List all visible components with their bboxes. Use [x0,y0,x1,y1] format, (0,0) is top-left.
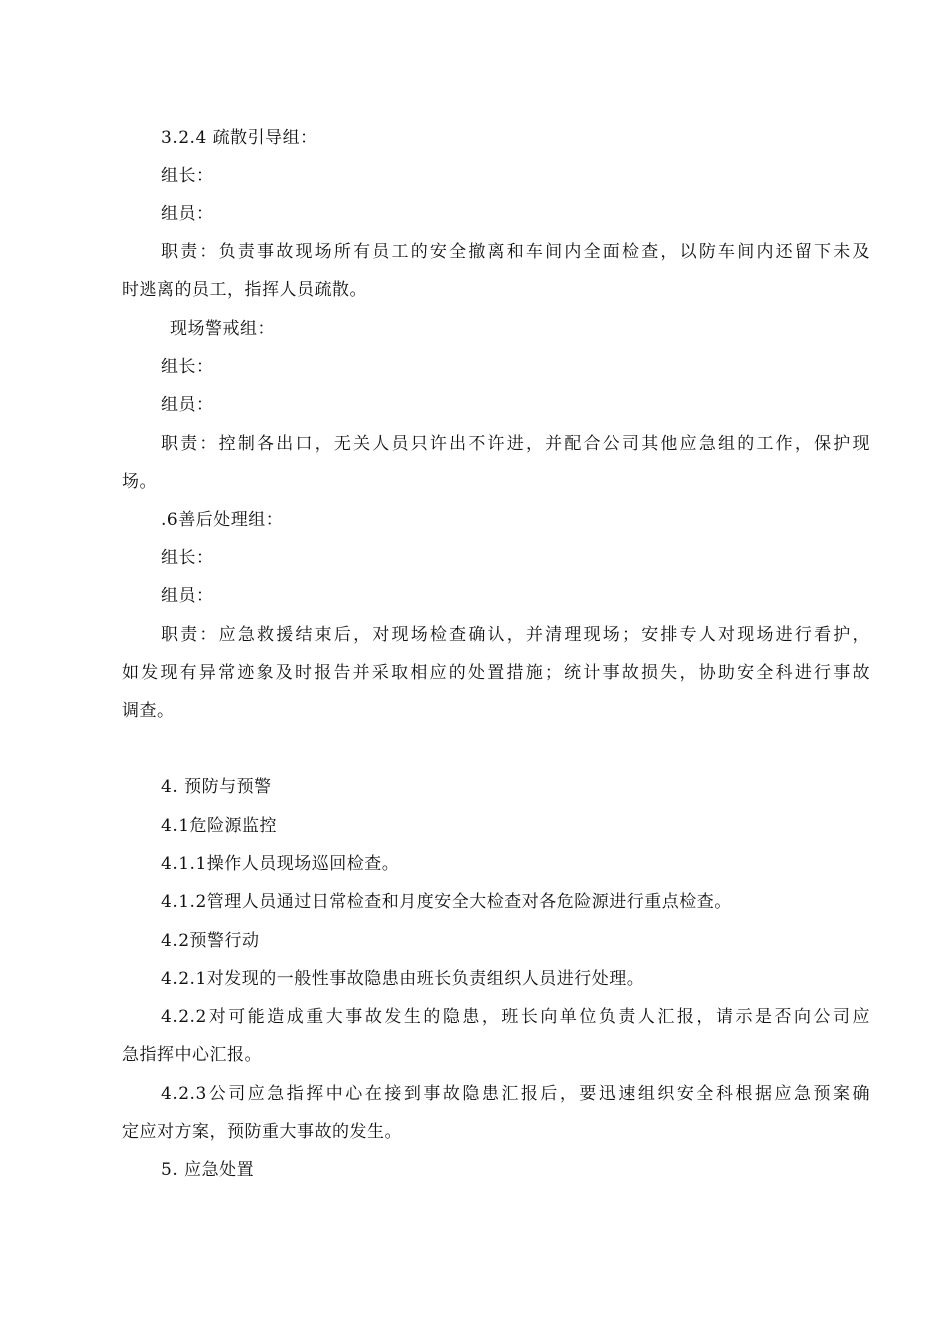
duty-paragraph-line: 职责：负责事故现场所有员工的安全撤离和车间内全面检查，以防车间内还留下未及 [161,242,870,262]
list-item-continuation: 定应对方案，预防重大事故的发生。 [122,1122,402,1142]
list-item: 4.2.2对可能造成重大事故发生的隐患，班长向单位负责人汇报，请示是否向公司应 [161,1007,870,1027]
list-item: 4.2.1对发现的一般性事故隐患由班长负责组织人员进行处理。 [161,969,645,989]
duty-paragraph-line: 职责：应急救援结束后，对现场检查确认，并清理现场；安排专人对现场进行看护， [161,625,870,645]
list-item: 4.1.2管理人员通过日常检查和月度安全大检查对各危险源进行重点检查。 [161,892,732,912]
members-label: 组员： [161,204,214,224]
leader-label: 组长： [161,357,214,377]
section-heading-evacuation: 3.2.4 疏散引导组： [161,128,318,148]
section-heading-emergency-response: 5. 应急处置 [161,1160,255,1180]
subsection-heading: 4.2预警行动 [161,931,260,951]
list-item: 4.1.1操作人员现场巡回检查。 [161,854,400,874]
duty-paragraph-line: 场。 [122,472,157,492]
members-label: 组员： [161,395,214,415]
duty-paragraph-line: 职责：控制各出口，无关人员只许出不许进，并配合公司其他应急组的工作，保护现 [161,434,870,454]
list-item-continuation: 急指挥中心汇报。 [122,1045,262,1065]
list-item: 4.2.3公司应急指挥中心在接到事故隐患汇报后，要迅速组织安全科根据应急预案确 [161,1084,870,1104]
section-heading-prevention: 4. 预防与预警 [161,777,272,797]
members-label: 组员： [161,586,214,606]
subsection-heading: 4.1危险源监控 [161,816,278,836]
section-heading-aftermath: .6善后处理组： [161,510,284,530]
leader-label: 组长： [161,166,214,186]
duty-paragraph-line: 调查。 [122,701,175,721]
duty-paragraph-line: 如发现有异常迹象及时报告并采取相应的处置措施；统计事故损失，协助安全科进行事故 [122,663,870,683]
duty-paragraph-line: 时逃离的员工，指挥人员疏散。 [122,280,367,300]
section-heading-guard: 现场警戒组： [170,319,275,339]
leader-label: 组长： [161,548,214,568]
